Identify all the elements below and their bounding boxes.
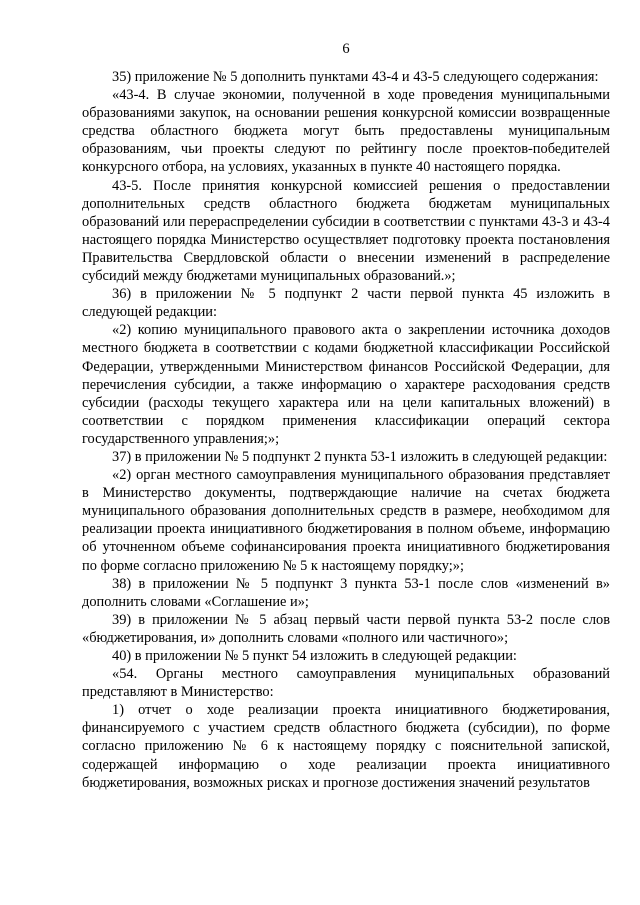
paragraph-38: 38) в приложении № 5 подпункт 3 пункта 53-1 после слов «изменений в» дополнить словами «Соглашение и»;	[82, 575, 610, 610]
paragraph-54: «54. Органы местного самоуправления муниципальных образований представляют в Министерство:	[82, 666, 610, 701]
paragraph-35: 35) приложение № 5 дополнить пунктами 43-4 и 43-5 следующего содержания:	[112, 69, 599, 85]
paragraph-39: 39) в приложении № 5 абзац первый части первой пункта 53-2 после слов «бюджетирования, и» дополнить словами «полного или частичного»;	[82, 611, 610, 646]
paragraph-54-1: 1) отчет о ходе реализации проекта инициативного бюджетирования, финансируемого с участием средств областного бюджета (субсидии), по форме согласно приложению № 6 к настоящему порядку с пояснительной запиской, содержащей информацию о ходе реализации проекта инициативного бюджетирования, возможных рисках и прогнозе достижения значений результатов	[82, 702, 610, 791]
paragraph-36-text: «2) копию муниципального правового акта о закреплении источника доходов местного бюджета в соответствии с кодами бюджетной классификации Российской Федерации, утвержденными Министерством финансов Российской Федерации, для перечисления субсидии, а также информацию о характере расходования средств субсидии (расходы текущего характера или на цели капитальных вложений) в соответствии с порядком применения классификации операций сектора государственного управления;»;	[82, 322, 610, 447]
paragraph-40: 40) в приложении № 5 пункт 54 изложить в следующей редакции:	[112, 648, 517, 664]
paragraph-43-4: «43-4. В случае экономии, полученной в ходе проведения муниципальными образованиями закупок, на основании решения конкурсной комиссии возвращенные средства областного бюджета могут быть предоставлены муниципальным образованиям, чьи проекты следуют по рейтингу после проектов-победителей конкурсного отбора, на условиях, указанных в пункте 40 настоящего порядка.	[82, 87, 610, 176]
paragraph-37-text: «2) орган местного самоуправления муниципального образования представляет в Министерство документы, подтверждающие наличие на счетах бюджета муниципального образования дополнительных средств в размере, необходимом для реализации проекта инициативного бюджетирования в полном объеме, информацию об уточненном объеме софинансирования проекта инициативного бюджетирования по форме согласно приложению № 5 к настоящему порядку;»;	[82, 467, 610, 574]
page-number: 6	[342, 41, 350, 57]
paragraph-43-5: 43-5. После принятия конкурсной комиссией решения о предоставлении дополнительных средств областного бюджета бюджетам муниципальных образований или перераспределении субсидии в соответствии с пунктами 43-3 и 43-4 настоящего порядка Министерство осуществляет подготовку проекта постановления Правительства Свердловской области о внесении изменений в распределение субсидий между бюджетами муниципальных образований.»;	[82, 177, 610, 285]
paragraph-37: 37) в приложении № 5 подпункт 2 пункта 53-1 изложить в следующей редакции:	[112, 448, 608, 465]
paragraph-36: 36) в приложении № 5 подпункт 2 части первой пункта 45 изложить в следующей редакции:	[82, 286, 610, 321]
